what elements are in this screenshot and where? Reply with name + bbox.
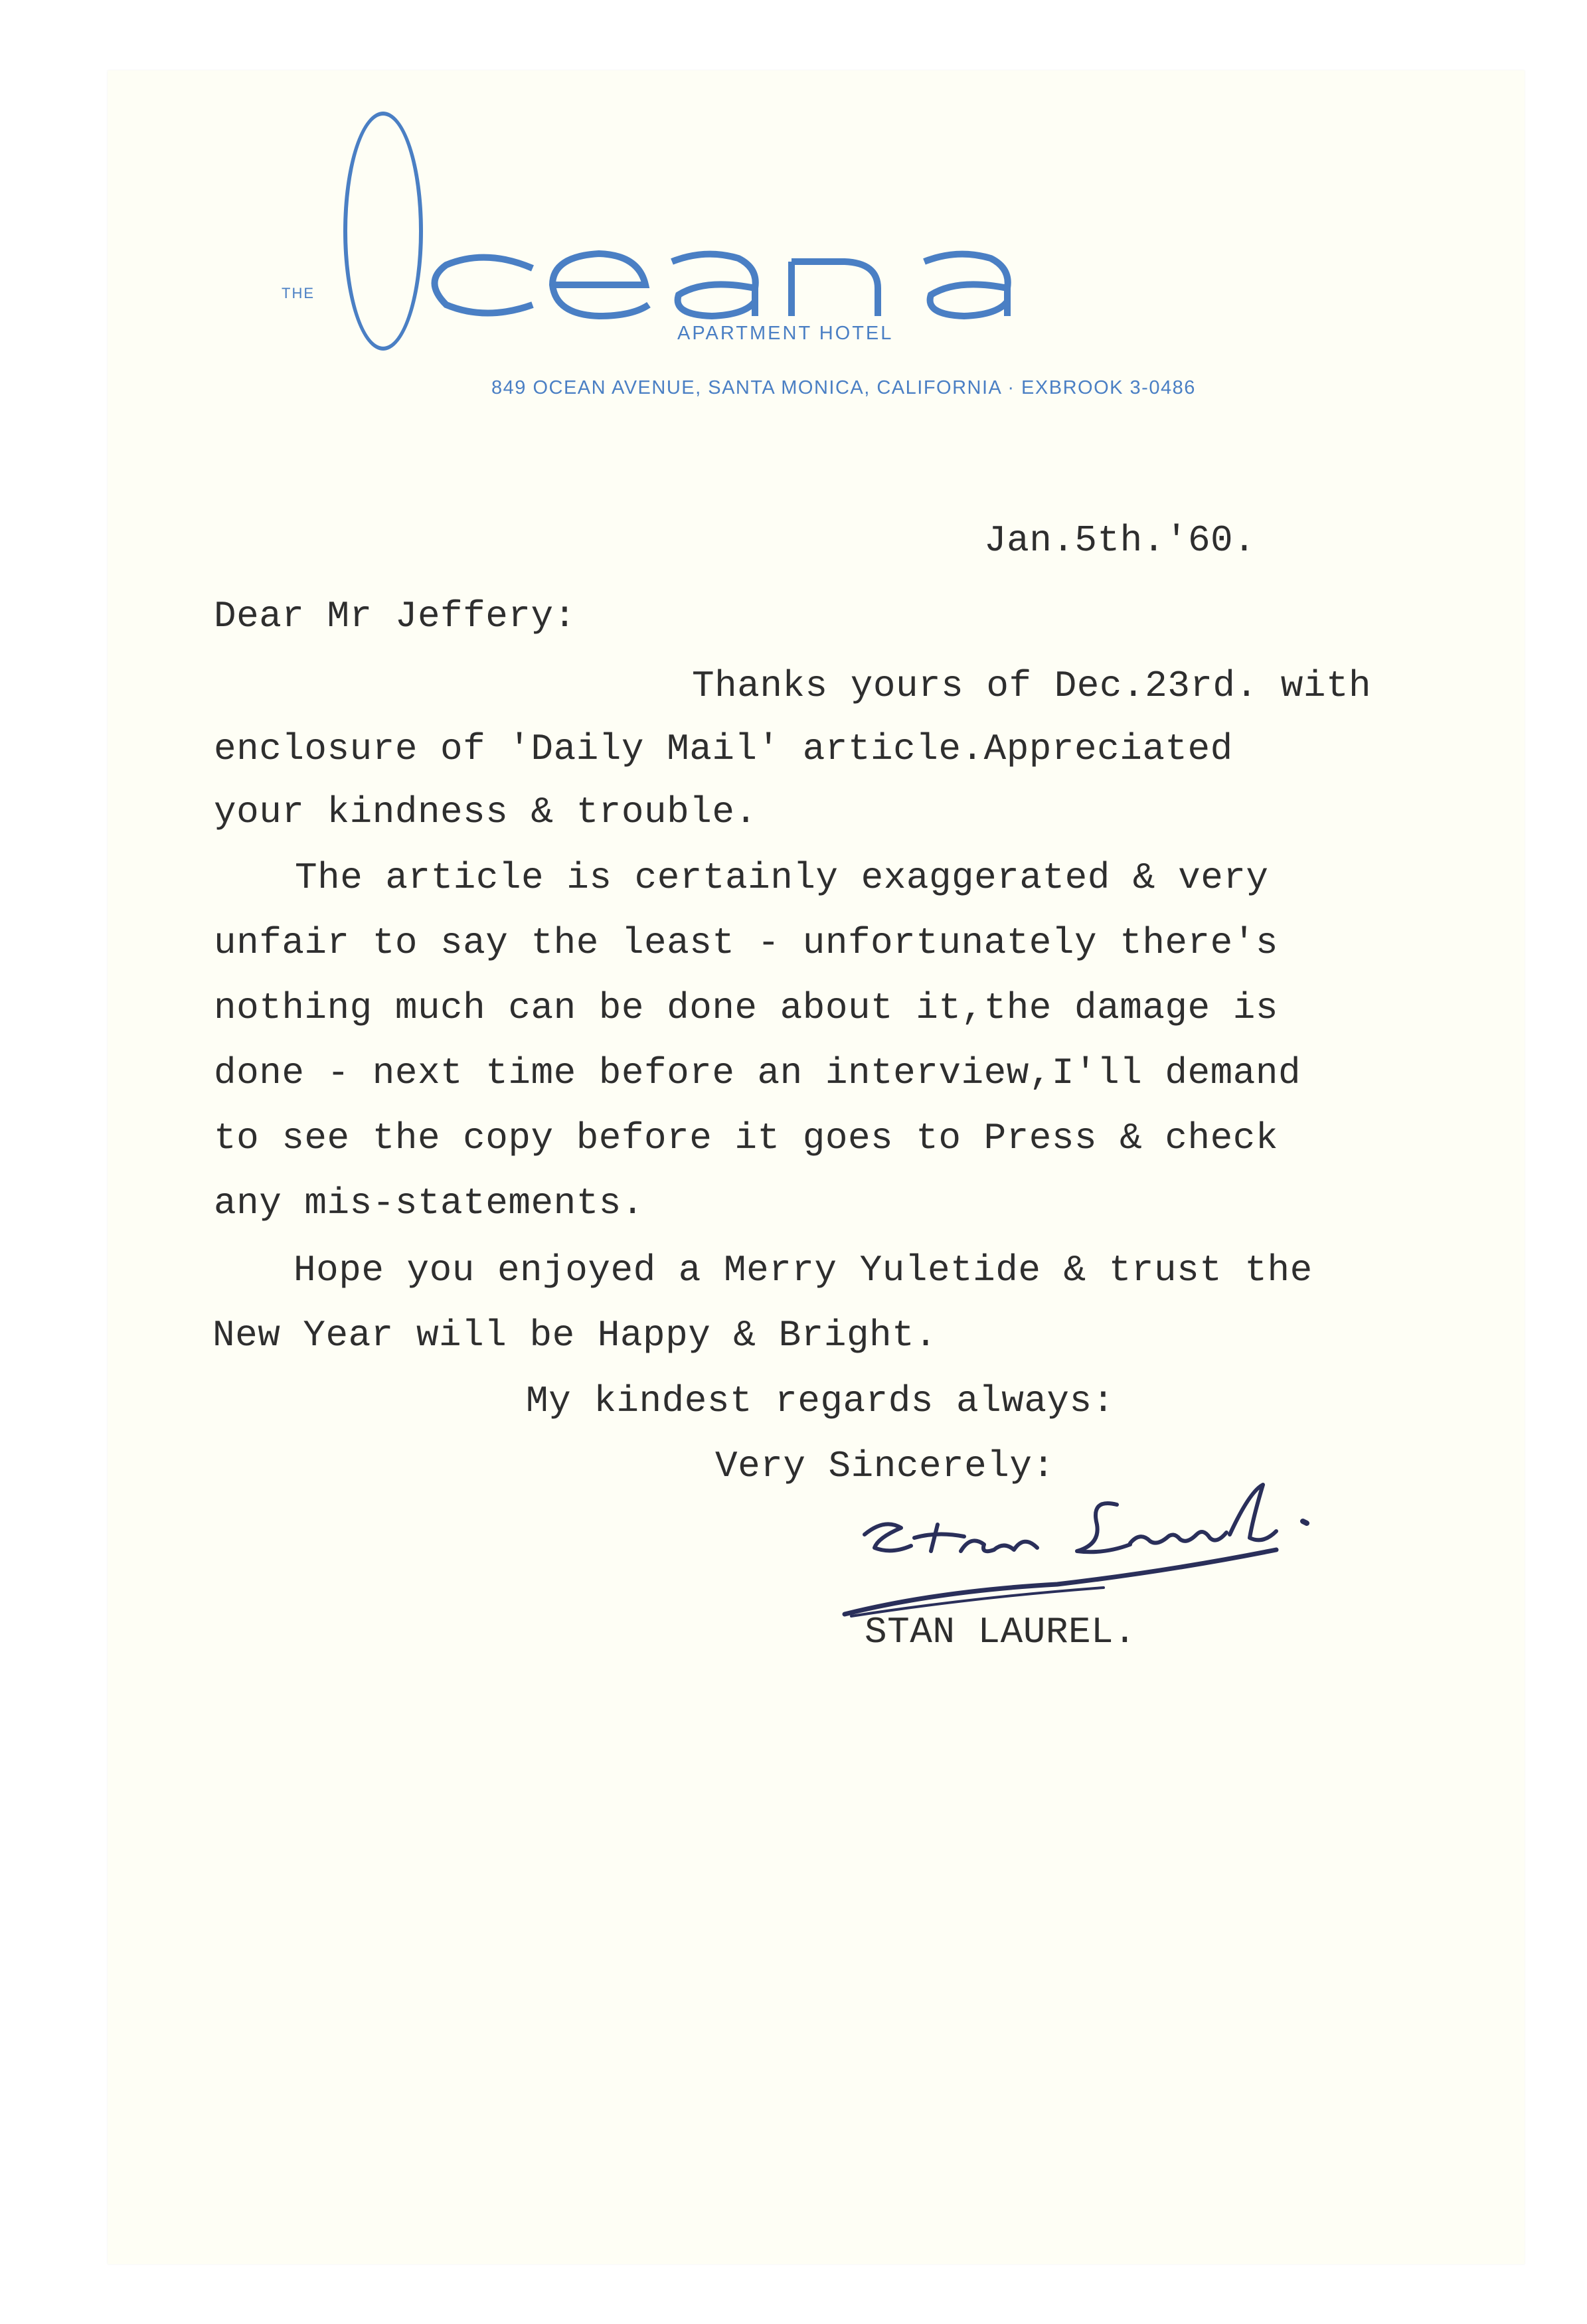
typed-name: STAN LAUREL. [865, 1611, 1137, 1653]
body-line: your kindness & trouble. [214, 791, 758, 833]
body-line: unfair to say the least - unfortunately there's [214, 922, 1278, 964]
body-line: to see the copy before it goes to Press & check [214, 1117, 1278, 1159]
body-line: New Year will be Happy & Bright. [212, 1314, 938, 1357]
letter-sheet [108, 70, 1525, 2264]
letterhead-the: THE [282, 285, 315, 301]
body-line: Hope you enjoyed a Merry Yuletide & trust the [293, 1249, 1313, 1291]
letter-date: Jan.5th.'60. [984, 519, 1256, 562]
body-line: done - next time before an interview,I'll demand [214, 1052, 1301, 1094]
letterhead-subtitle: APARTMENT HOTEL [677, 323, 894, 344]
body-line: any mis-statements. [214, 1182, 645, 1224]
body-line: nothing much can be done about it,the damage is [214, 987, 1278, 1029]
body-line: The article is certainly exaggerated & very [295, 857, 1269, 899]
salutation: Dear Mr Jeffery: [214, 595, 576, 637]
body-line: enclosure of 'Daily Mail' article.Appreciated [214, 728, 1233, 770]
body-line: Thanks yours of Dec.23rd. with [692, 665, 1372, 707]
letterhead-address: 849 OCEAN AVENUE, SANTA MONICA, CALIFORNIA · EXBROOK 3-0486 [491, 377, 1196, 398]
closing-line: Very Sincerely: [715, 1445, 1055, 1487]
oceana-logo [420, 242, 1150, 328]
logo-oval-o [343, 112, 423, 351]
regards-line: My kindest regards always: [526, 1380, 1115, 1422]
